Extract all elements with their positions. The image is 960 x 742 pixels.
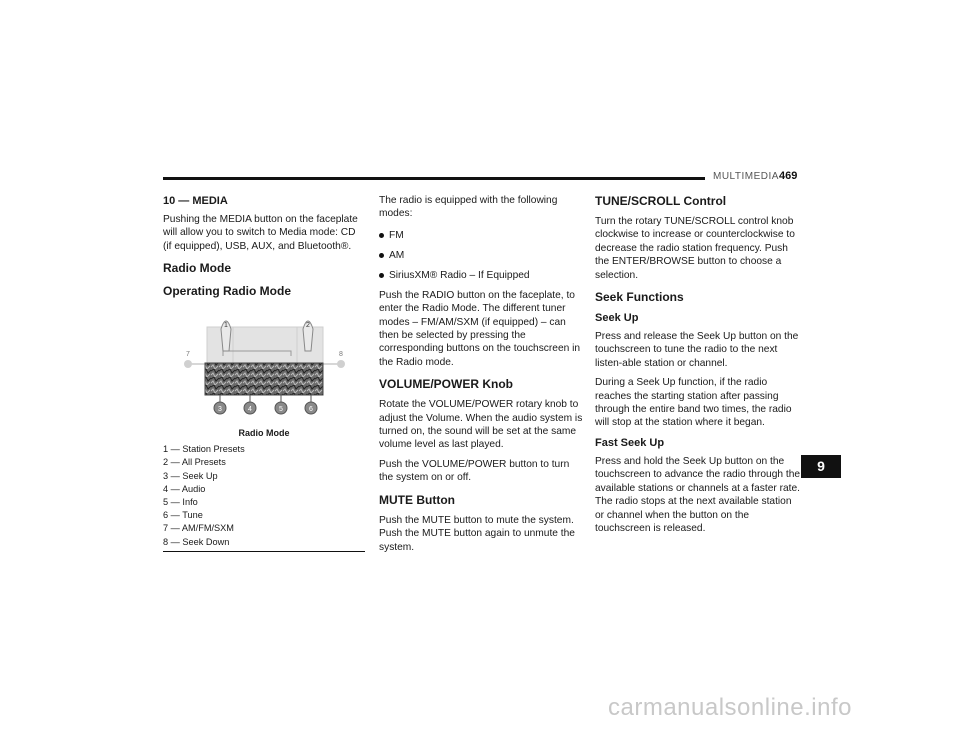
media-heading: 10 — MEDIA [163,195,228,207]
column-3 [595,194,801,541]
list-item: SiriusXM® Radio – If Equipped [379,269,583,282]
mute-heading: MUTE Button [379,492,455,507]
list-item: FM [379,229,583,242]
callout-2: 2 [306,322,310,330]
modes-list [379,229,583,282]
watermark: carmanualsonline.info [608,694,852,721]
radio-mode-illustration [163,305,365,427]
header-section-title: MULTIMEDIA [713,171,779,182]
legend-item: 2 — All Presets [163,457,226,468]
radio-mode-heading: Radio Mode [163,261,231,276]
fast-seek-paragraph: Press and hold the Seek Up button on the touchscreen to advance the radio through the available stations or channels at a faster rate. The radio stops at the next available station or channel when the button on the touchscreen is released. [595,455,801,534]
media-paragraph: Pushing the MEDIA button on the faceplate will allow you to switch to Media mode: CD (if equipped), USB, AUX, and Bluetooth®. [163,214,358,252]
page-number: 469 [779,170,798,182]
legend-item: 5 — Info [163,497,198,508]
callout-5: 5 [279,406,283,414]
callout-6: 6 [309,406,313,414]
callout-4: 4 [248,406,252,414]
tune-heading: TUNE/SCROLL Control [595,194,727,208]
figure-caption: Radio Mode [238,428,290,439]
legend-item: 7 — AM/FM/SXM [163,523,234,534]
radio-mode-figure [163,305,365,427]
volume-paragraph-1: Rotate the VOLUME/POWER rotary knob to adjust the Volume. When the audio system is turned on, the sound will be set at the same volume level as last played. [379,399,583,451]
radio-button-paragraph: Push the RADIO button on the faceplate, to enter the Radio Mode. The different tuner modes – FM/AM/SXM (if equipped) – can then be selected by pressing the corresponding buttons on the touchscreen in the Radio mode. [379,289,581,368]
fast-seek-heading: Fast Seek Up [595,436,665,449]
volume-heading: VOLUME/POWER Knob [379,377,513,392]
callout-7: 7 [186,351,190,359]
callout-1: 1 [224,322,228,330]
callout-8: 8 [339,351,343,359]
legend-item: 8 — Seek Down [163,536,230,547]
list-item: AM [379,249,583,262]
seek-up-paragraph-2: During a Seek Up function, if the radio reaches the starting station after passing through the entire band two times, the radio will stop at the station where it began. [595,377,792,429]
legend-item: 6 — Tune [163,510,203,521]
legend-item: 3 — Seek Up [163,470,218,481]
legend-rule [163,551,365,552]
legend-item: 1 — Station Presets [163,444,245,455]
mute-paragraph: Push the MUTE button to mute the system. Push the MUTE button again to unmute the system. [379,514,575,553]
tune-paragraph: Turn the rotary TUNE/SCROLL control knob clockwise to increase or counterclockwise to decrease the radio station frequency. Push the ENTER/BROWSE button to choose a selection. [595,216,795,281]
seek-up-heading: Seek Up [595,312,639,325]
volume-paragraph-2: Push the VOLUME/POWER button to turn the system on or off. [379,458,570,484]
operating-radio-mode-heading: Operating Radio Mode [163,284,292,299]
column-2 [379,194,583,560]
header-rule [163,177,705,180]
seek-functions-heading: Seek Functions [595,290,684,305]
chapter-tab: 9 [801,455,841,478]
seek-up-paragraph-1: Press and release the Seek Up button on the touchscreen to tune the radio to the next listen-able station or channel. [595,331,799,369]
column-1 [163,194,365,552]
legend [163,443,365,552]
modes-intro: The radio is equipped with the following modes: [379,195,558,220]
legend-item: 4 — Audio [163,483,206,494]
callout-3: 3 [218,406,222,414]
